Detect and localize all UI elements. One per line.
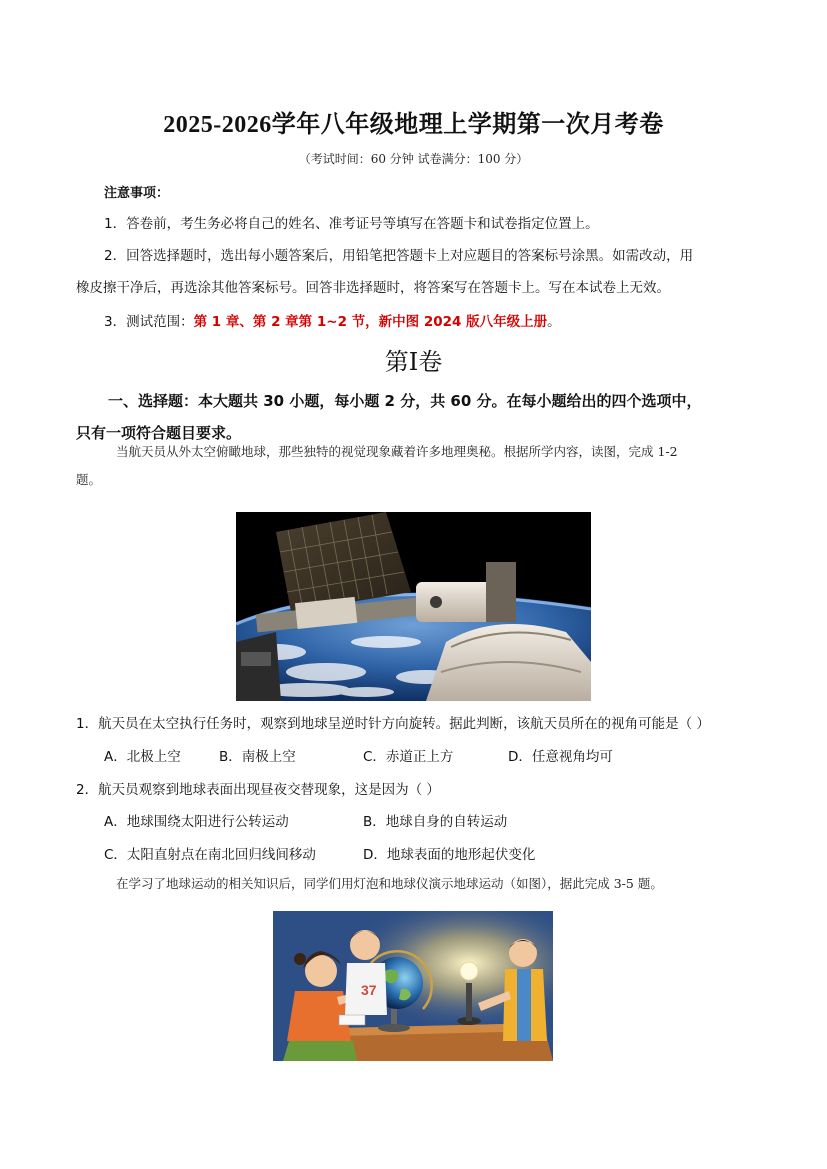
question-1-option-d: D．任意视角均可 — [508, 749, 613, 765]
question-1-stem: 1．航天员在太空执行任务时，观察到地球呈逆时针方向旋转。据此判断，该航天员所在的视角可能是（ ） — [76, 716, 710, 732]
exam-subtitle: （考试时间：60 分钟 试卷满分：100 分） — [298, 152, 529, 166]
question-2-option-b: B．地球自身的自转运动 — [363, 814, 508, 830]
classroom-scene — [273, 911, 553, 1061]
intro-1-line-1: 当航天员从外太空俯瞰地球，那些独特的视觉现象藏着许多地理奥秘。根据所学内容，读图，完成 1-2 — [116, 444, 678, 459]
question-2-option-a: A．地球围绕太阳进行公转运动 — [104, 814, 289, 830]
volume-heading: 第Ⅰ卷 — [384, 348, 443, 376]
notice-item-3 — [104, 312, 561, 332]
exam-title — [0, 104, 827, 139]
notice-item-2-line-1: 2．回答选择题时，选出每小题答案后，用铅笔把答题卡上对应题目的答案标号涂黑。如需改动，用 — [104, 248, 694, 264]
question-2-option-c: C．太阳直射点在南北回归线间移动 — [104, 847, 316, 863]
test-range: 第 1 章、第 2 章第 1~2 节，新中图 2024 版八年级上册 — [193, 314, 548, 330]
section-heading-line-2: 只有一项符合题目要求。 — [76, 424, 242, 442]
globe-demonstration-illustration — [273, 911, 553, 1061]
exam-title-text: 学年八年级地理上学期第一次月考卷 — [271, 109, 664, 138]
jersey-number: 37 — [361, 982, 377, 998]
question-2-stem: 2．航天员观察到地球表面出现昼夜交替现象，这是因为（ ） — [76, 782, 440, 798]
intro-paragraph-1 — [76, 438, 756, 494]
question-1-option-a: A．北极上空 — [104, 749, 181, 765]
question-1-option-c: C．赤道正上方 — [363, 749, 454, 765]
exam-title-year: 2025-2026 — [163, 112, 272, 138]
space-station-photo — [236, 512, 591, 701]
notice-item-1: 1．答卷前，考生务必将自己的姓名、准考证号等填写在答题卡和试卷指定位置上。 — [104, 216, 599, 232]
notice-item-3-prefix: 3．测试范围： — [104, 314, 194, 330]
notice-item-3-end: 。 — [547, 314, 561, 330]
intro-1-line-2: 题。 — [76, 472, 102, 487]
notice-heading: 注意事项： — [104, 186, 170, 201]
question-1-option-b: B．南极上空 — [219, 749, 296, 765]
section-heading-line-1: 一、选择题：本大题共 30 小题，每小题 2 分，共 60 分。在每小题给出的四个选项中， — [108, 392, 702, 410]
space-station-illustration — [236, 512, 591, 701]
notice-item-2-line-2: 橡皮擦干净后，再选涂其他答案标号。回答非选择题时，将答案写在答题卡上。写在本试卷上无效。 — [76, 280, 670, 296]
intro-paragraph-2: 在学习了地球运动的相关知识后，同学们用灯泡和地球仪演示地球运动（如图），据此完成 3-5 题。 — [116, 876, 663, 891]
question-2-option-d: D．地球表面的地形起伏变化 — [363, 847, 536, 863]
